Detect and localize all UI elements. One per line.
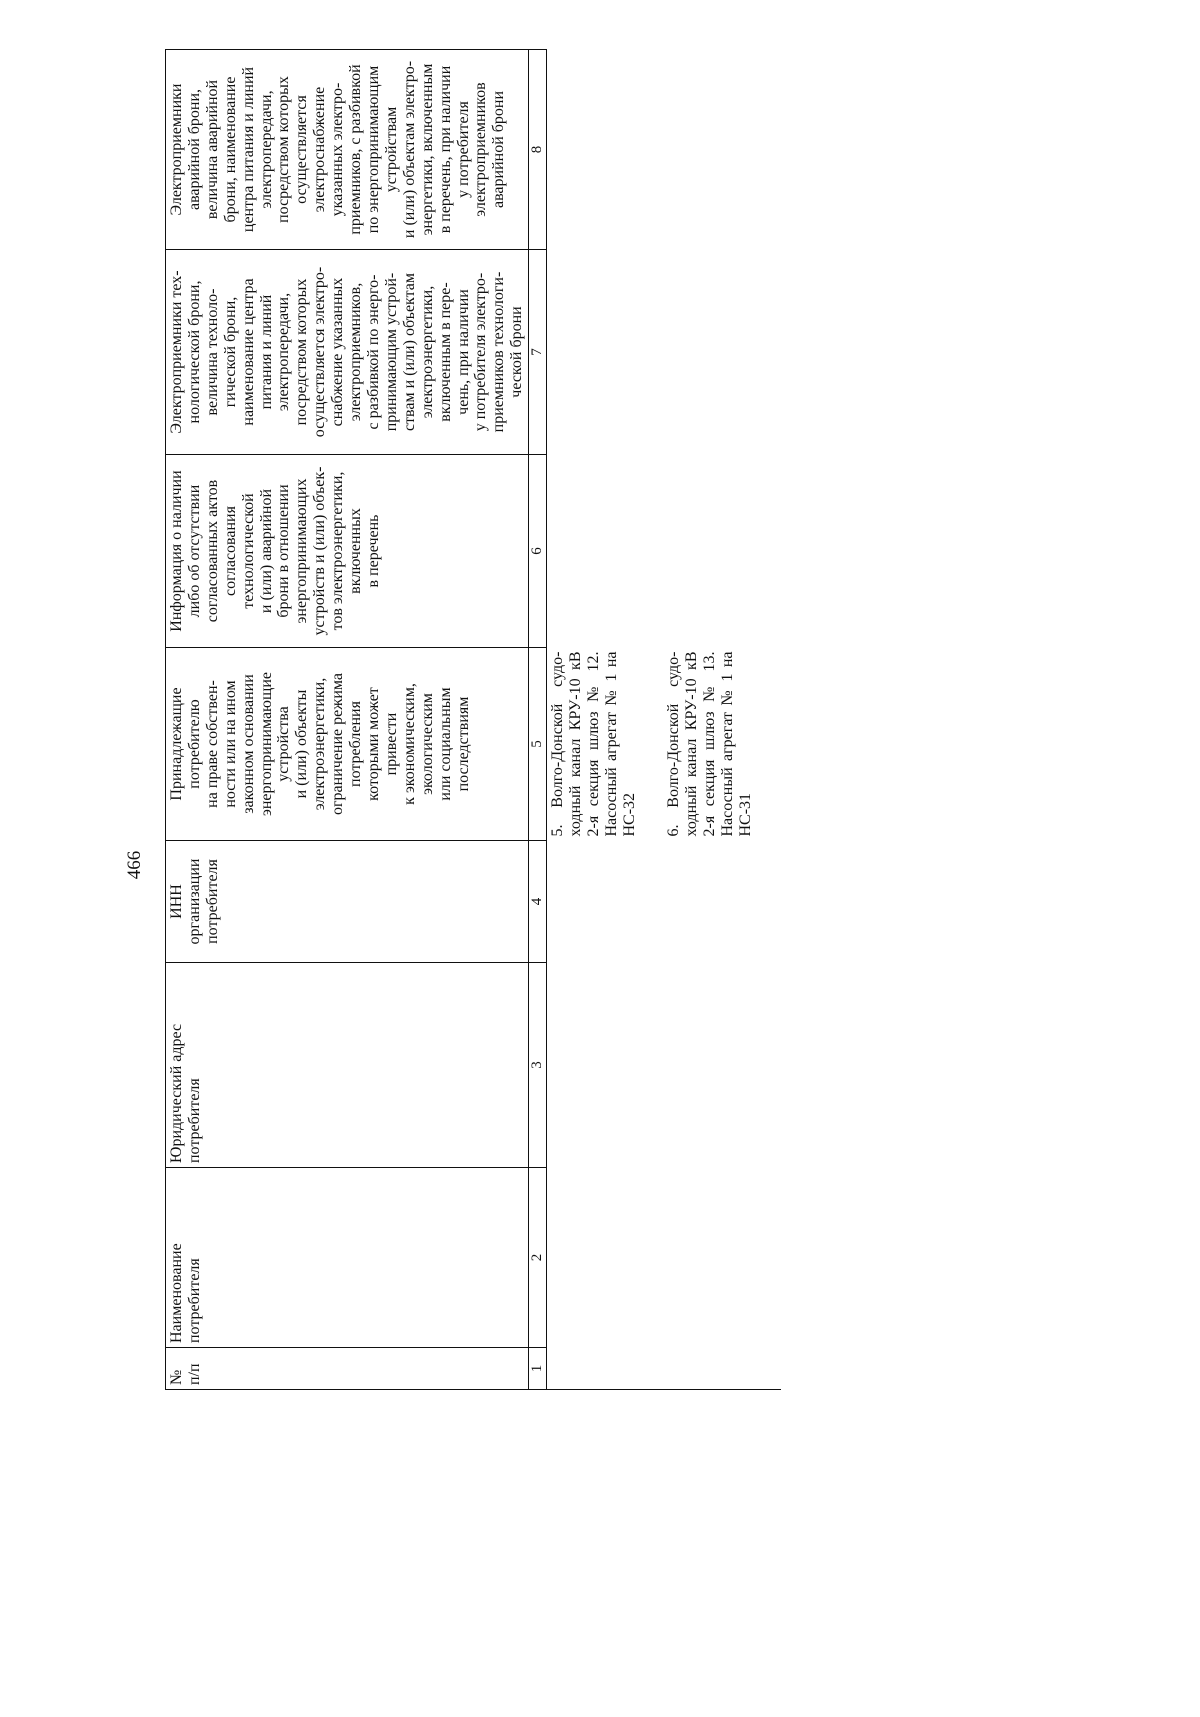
column-number: 1 <box>529 1348 547 1390</box>
page-number: 466 <box>124 850 145 880</box>
header-cell-number: № п/п <box>166 1348 529 1390</box>
column-number: 2 <box>529 1168 547 1348</box>
header-cell-inn: ИНН организации потребителя <box>166 841 529 963</box>
entries-cell <box>546 648 781 841</box>
header-cell-legal-address: Юридический адрес потребителя <box>166 963 529 1168</box>
table-header-row <box>166 50 529 1390</box>
header-cell-technological-reserve: Электроприемники тех- нологической брони, величина техноло- гической брони, наименование центра питания и линий электропередачи, посредством которых осуществляется электро- снабжение указанных электроприемников, с разбивкой по энерго- принимающим устрой- ствам и (или) объектам электроэнергетики, включенным в пере- чень, при наличии у потребителя электро- приемников технологи- ческой брони <box>166 250 529 455</box>
consumer-table <box>165 49 781 1390</box>
header-cell-reservation-acts: Информация о наличии либо об отсутствии согласованных актов согласования технологической и (или) аварийной брони в отношении энергопринимающих устройств и (или) объек- тов электроэнергетики, включенных в перечень <box>166 455 529 648</box>
list-item: 6. Волго-Донской судо-ходный канал КРУ-10 кВ 2-я секция шлюз № 13. Насосный агрегат № 1 на НС-31 <box>665 651 755 837</box>
column-number: 5 <box>529 648 547 841</box>
rotated-table-container <box>165 50 755 1390</box>
list-item: 5. Волго-Донской судо-ходный канал КРУ-10 кВ 2-я секция шлюз № 12. Насосный агрегат № 1 на НС-32 <box>548 651 638 837</box>
table-data-row <box>546 50 781 1390</box>
column-number: 6 <box>529 455 547 648</box>
column-number: 8 <box>529 50 547 250</box>
column-number: 3 <box>529 963 547 1168</box>
header-cell-devices: Принадлежащие потребителю на праве собствен- ности или на ином законном основании энергопринимающие устройства и (или) объекты электроэнергетики, ограничение режима потребления которыми может привести к экономическим, экологическим или социальным последствиям <box>166 648 529 841</box>
column-number: 7 <box>529 250 547 455</box>
column-number: 4 <box>529 841 547 963</box>
header-cell-consumer-name: Наименование потребителя <box>166 1168 529 1348</box>
column-number-row <box>529 50 547 1390</box>
header-cell-emergency-reserve: Электроприемники аварийной брони, величина аварийной брони, наименование центра питания и линий электропередачи, посредством которых осуществляется электроснабжение указанных электро- приемников, с разбивкой по энергопринимающим устройствам и (или) объектам электро- энергетики, включенным в перечень, при наличии у потребителя электроприемников аварийной брони <box>166 50 529 250</box>
